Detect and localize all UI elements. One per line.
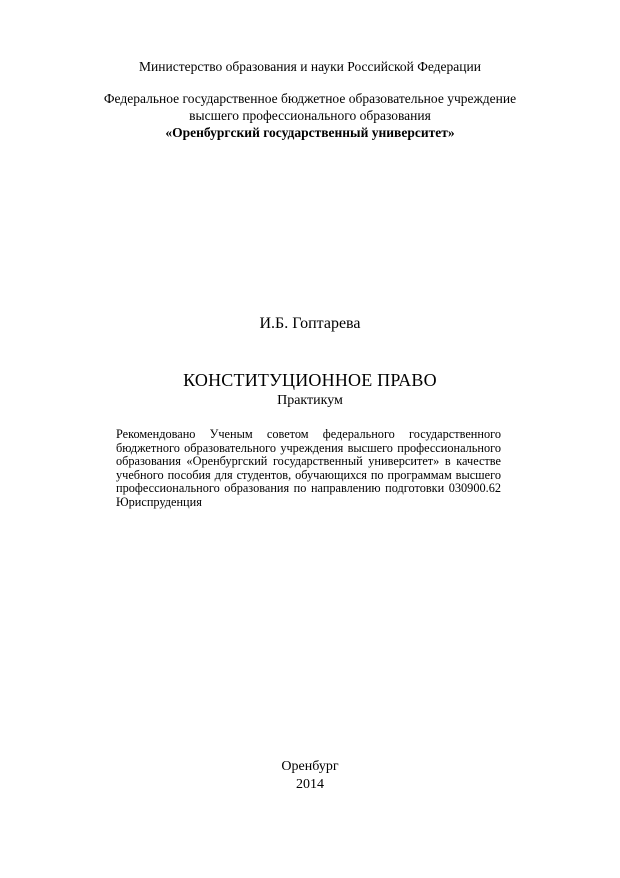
author-name: И.Б. Гоптарева: [259, 315, 361, 332]
institution-block: [0, 90, 620, 141]
document-title: КОНСТИТУЦИОННОЕ ПРАВО: [183, 370, 437, 390]
ministry-name: Министерство образования и науки Российской Федерации: [139, 59, 481, 74]
institution-level-line: высшего профессионального образования: [189, 108, 431, 123]
publication-city: Оренбург: [281, 759, 339, 774]
recommendation-text: Рекомендовано Ученым советом федерального государственного бюджетного образовательного учреждения высшего профессионального образования «Оренбургский государственный университет» в качестве учебного пособия для студентов, обучающихся по программам высшего профессионального образования по направлению подготовки 030900.62 Юриспруденция: [116, 427, 501, 509]
university-name: «Оренбургский государственный университет»: [165, 125, 455, 140]
institution-type-line: Федеральное государственное бюджетное образовательное учреждение: [103, 91, 517, 106]
document-subtitle: Практикум: [277, 393, 343, 408]
publication-year: 2014: [296, 777, 324, 792]
